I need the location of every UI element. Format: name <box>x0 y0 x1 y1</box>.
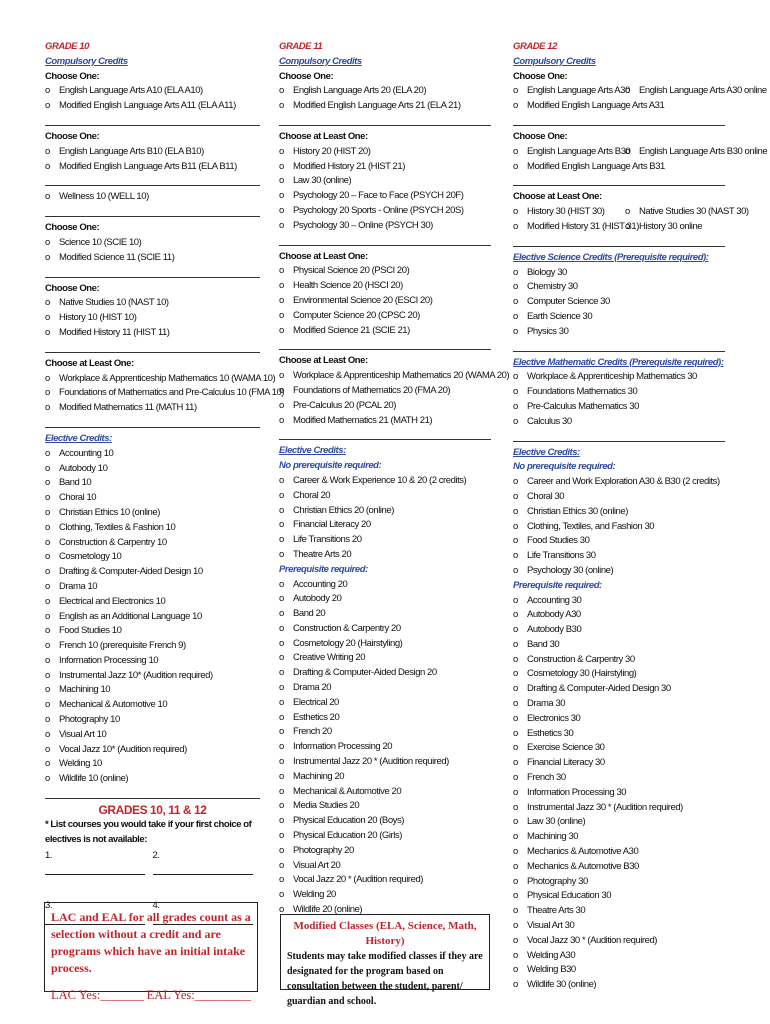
course-item[interactable]: o Cosmetology 30 (Hairstyling) <box>513 667 725 682</box>
course-item[interactable]: o Electronics 30 <box>513 712 725 727</box>
course-item[interactable]: o Earth Science 30 <box>513 310 725 325</box>
no-prerequisite-label: No prerequisite required: <box>279 460 382 472</box>
elective-science-label: Elective Science Credits (Prerequisite required): <box>513 251 709 263</box>
grades-box-title: GRADES 10, 11 & 12 <box>98 803 207 818</box>
course-item[interactable]: o Modified English Language Arts B11 (ELA B11) <box>45 160 260 175</box>
divider <box>45 266 260 278</box>
choose-label: Choose at Least One: <box>513 191 602 203</box>
course-item[interactable]: o Vocal Jazz 10* (Audition required) <box>45 743 260 758</box>
course-item[interactable]: o Welding B30 <box>513 963 725 978</box>
course-item[interactable]: o Choral 30 <box>513 490 725 505</box>
course-item[interactable]: o Christian Ethics 20 (online) <box>279 504 491 519</box>
choose-label: Choose One: <box>513 130 568 142</box>
course-list <box>513 370 725 429</box>
course-item[interactable]: o Pre-Calculus 20 (PCAL 20) <box>279 399 491 414</box>
divider <box>279 114 491 126</box>
divider <box>45 205 260 217</box>
divider <box>45 341 260 353</box>
elective-credits-label: Elective Credits: <box>513 446 580 458</box>
course-item[interactable]: o Esthetics 20 <box>279 711 491 726</box>
course-item[interactable]: o Cosmetology 20 (Hairstyling) <box>279 637 491 652</box>
divider <box>513 340 725 352</box>
line-number: 1. <box>45 850 53 862</box>
line-number: 2. <box>152 850 160 862</box>
course-item[interactable]: o Theatre Arts 20 <box>279 548 491 563</box>
course-list <box>279 84 491 114</box>
grade-11-column <box>279 40 510 918</box>
modified-classes-text: Students may take modified classes if they are designated for the program based on consultation between the student, parent/ guardian and school. <box>287 951 483 1007</box>
course-item[interactable]: o Media Studies 20 <box>279 799 491 814</box>
course-item[interactable]: o Native Studies 30 (NAST 30) <box>625 205 749 220</box>
eal-yes-field[interactable]: EAL Yes:_________ <box>146 988 251 1002</box>
course-item[interactable]: o Welding A30 <box>513 949 725 964</box>
course-item[interactable]: o Foundations of Mathematics and Pre-Calculus 10 (FMA 10) <box>45 386 260 401</box>
course-item[interactable]: o Creative Writing 20 <box>279 651 491 666</box>
choose-label: Choose One: <box>513 70 568 82</box>
course-list <box>45 145 260 175</box>
choose-label: Choose at Least One: <box>279 250 368 262</box>
course-item[interactable]: o Autobody 10 <box>45 462 260 477</box>
course-item[interactable]: o Physical Science 20 (PSCI 20) <box>279 264 491 279</box>
course-item[interactable]: o English Language Arts B10 (ELA B10) <box>45 145 260 160</box>
choose-label: Choose One: <box>279 70 334 82</box>
course-item[interactable]: o Accounting 10 <box>45 447 260 462</box>
divider <box>513 174 725 186</box>
course-item[interactable]: o Photography 20 <box>279 844 491 859</box>
course-item[interactable]: o History 20 (HIST 20) <box>279 145 491 160</box>
course-item[interactable]: o Accounting 20 <box>279 578 491 593</box>
course-list <box>279 145 491 234</box>
course-list <box>45 372 285 416</box>
course-item[interactable]: o Modified Mathematics 21 (MATH 21) <box>279 414 491 429</box>
alternate-note: * List courses you would take if your first choice of electives is not available: <box>45 818 252 845</box>
course-item[interactable]: o Choral 10 <box>45 491 260 506</box>
course-item[interactable]: o Theatre Arts 30 <box>513 904 725 919</box>
course-item[interactable]: o Mechanics & Automotive B30 <box>513 860 725 875</box>
course-item[interactable]: o Information Processing 20 <box>279 740 491 755</box>
course-item[interactable]: o Mechanics & Automotive A30 <box>513 845 725 860</box>
choose-label: Choose One: <box>45 282 100 294</box>
course-item[interactable]: o Esthetics 30 <box>513 727 725 742</box>
course-item[interactable]: o Christian Ethics 30 (online) <box>513 505 725 520</box>
course-item[interactable]: o Physical Education 20 (Girls) <box>279 829 491 844</box>
choose-label: Choose One: <box>45 130 100 142</box>
course-item[interactable]: o Autobody B30 <box>513 623 725 638</box>
divider <box>513 430 725 442</box>
course-item[interactable]: o Chemistry 30 <box>513 280 725 295</box>
course-item[interactable]: o Construction & Carpentry 10 <box>45 536 260 551</box>
course-item[interactable]: o Electrical 20 <box>279 696 491 711</box>
elective-list <box>279 578 491 918</box>
elective-list <box>513 594 725 994</box>
course-item[interactable]: o French 20 <box>279 725 491 740</box>
course-item[interactable]: o Psychology 20 Sports - Online (PSYCH 20S) <box>279 204 491 219</box>
course-item[interactable]: o Wildlife 20 (online) <box>279 903 491 918</box>
divider <box>45 174 260 186</box>
course-item[interactable]: o Vocal Jazz 30 * (Audition required) <box>513 934 725 949</box>
course-item[interactable]: o Photography 10 <box>45 713 260 728</box>
course-item[interactable]: o Band 10 <box>45 476 260 491</box>
course-item[interactable]: o Pre-Calculus Mathematics 30 <box>513 400 725 415</box>
course-item[interactable]: o Modified Science 11 (SCIE 11) <box>45 251 260 266</box>
course-item[interactable]: o Clothing, Textiles, and Fashion 30 <box>513 520 725 535</box>
course-list <box>279 264 491 338</box>
course-item[interactable]: o Modified Science 21 (SCIE 21) <box>279 324 491 339</box>
course-item[interactable]: o Welding 20 <box>279 888 491 903</box>
course-item[interactable]: o Career and Work Exploration A30 & B30 (2 credits) <box>513 475 725 490</box>
course-item[interactable]: o Mechanical & Automotive 10 <box>45 698 260 713</box>
divider <box>45 114 260 126</box>
course-item[interactable]: o Science 10 (SCIE 10) <box>45 236 260 251</box>
course-list <box>45 236 260 266</box>
course-item[interactable]: o Modified Mathematics 11 (MATH 11) <box>45 401 260 416</box>
course-item[interactable]: o Welding 10 <box>45 757 260 772</box>
divider <box>279 428 491 440</box>
course-item[interactable]: o Autobody 20 <box>279 592 491 607</box>
course-item[interactable]: o Autobody A30 <box>513 608 725 623</box>
compulsory-credits-label: Compulsory Credits <box>279 55 362 67</box>
elective-math-label: Elective Mathematic Credits (Prerequisite required): <box>513 356 724 368</box>
course-item[interactable]: o Health Science 20 (HSCI 20) <box>279 279 491 294</box>
choose-label: Choose at Least One: <box>45 357 134 369</box>
course-item[interactable]: o Foundations of Mathematics 20 (FMA 20) <box>279 384 491 399</box>
choose-label: Choose One: <box>45 222 100 234</box>
course-list <box>45 296 260 340</box>
course-item[interactable]: o Drafting & Computer-Aided Design 10 <box>45 565 260 580</box>
course-item[interactable]: o Construction & Carpentry 30 <box>513 653 725 668</box>
course-item[interactable]: o Biology 30 <box>513 266 725 281</box>
elective-credits-label: Elective Credits: <box>279 445 346 457</box>
prerequisite-label: Prerequisite required: <box>279 563 368 575</box>
course-item[interactable]: o History 30 online <box>625 220 702 235</box>
course-item[interactable]: o Financial Literacy 20 <box>279 518 491 533</box>
prerequisite-label: Prerequisite required: <box>513 579 602 591</box>
course-item[interactable]: o Choral 20 <box>279 489 491 504</box>
course-item[interactable]: o English as an Additional Language 10 <box>45 610 260 625</box>
course-item[interactable]: o Modified English Language Arts A11 (ELA A11) <box>45 99 260 114</box>
modified-classes-box <box>280 914 490 1007</box>
course-item[interactable]: o Wildlife 10 (online) <box>45 772 260 787</box>
divider <box>45 416 260 428</box>
choose-label: Choose One: <box>45 70 100 82</box>
course-item[interactable]: o Modified English Language Arts A31 <box>513 99 725 114</box>
course-item[interactable]: o Information Processing 30 <box>513 786 725 801</box>
course-item[interactable]: o Physical Education 30 <box>513 889 725 904</box>
grade-12-title: GRADE 12 <box>513 41 557 52</box>
course-item[interactable]: o Visual Art 10 <box>45 728 260 743</box>
course-item[interactable]: o Electrical and Electronics 10 <box>45 595 260 610</box>
course-item[interactable]: o Accounting 30 <box>513 594 725 609</box>
course-item[interactable]: o Instrumental Jazz 20 * (Audition required) <box>279 755 491 770</box>
course-item[interactable]: o French 30 <box>513 771 725 786</box>
course-item[interactable]: o Drafting & Computer-Aided Design 30 <box>513 682 725 697</box>
course-item[interactable]: o Career & Work Experience 10 & 20 (2 credits) <box>279 474 491 489</box>
course-list <box>513 266 725 340</box>
course-item[interactable]: o Instrumental Jazz 30 * (Audition required) <box>513 801 725 816</box>
course-item[interactable]: o Construction & Carpentry 20 <box>279 622 491 637</box>
course-item[interactable]: o Drama 10 <box>45 580 260 595</box>
choose-label: Choose at Least One: <box>279 355 368 367</box>
course-item[interactable]: o Vocal Jazz 20 * (Audition required) <box>279 873 491 888</box>
alternate-choice-1-field[interactable] <box>45 864 145 875</box>
course-item[interactable]: o Computer Science 30 <box>513 295 725 310</box>
course-item[interactable]: o Modified English Language Arts B31 <box>513 160 725 175</box>
line-number: 4. <box>152 900 160 912</box>
course-item[interactable]: o Modified History 21 (HIST 21) <box>279 160 491 175</box>
grade-11-title: GRADE 11 <box>279 41 323 52</box>
divider <box>513 235 725 247</box>
course-item[interactable]: o Environmental Science 20 (ESCI 20) <box>279 294 491 309</box>
course-item[interactable]: o English Language Arts B30 <box>513 145 625 160</box>
course-item[interactable]: o Clothing, Textiles & Fashion 10 <box>45 521 260 536</box>
course-item[interactable]: o English Language Arts A10 (ELA A10) <box>45 84 260 99</box>
course-item[interactable]: o Modified History 11 (HIST 11) <box>45 326 260 341</box>
elective-credits-label: Elective Credits: <box>45 432 112 444</box>
modified-classes-title: Modified Classes (ELA, Science, Math, History) <box>293 920 477 947</box>
course-item[interactable]: o Psychology 20 – Face to Face (PSYCH 20F) <box>279 189 491 204</box>
course-item[interactable]: o Physics 30 <box>513 325 725 340</box>
course-item[interactable]: o English Language Arts 20 (ELA 20) <box>279 84 491 99</box>
elective-list <box>279 474 491 563</box>
course-item[interactable]: o Cosmetology 10 <box>45 550 260 565</box>
course-item[interactable]: o Wellness 10 (WELL 10) <box>45 190 260 205</box>
course-item[interactable]: o Workplace & Apprenticeship Mathematics 20 (WAMA 20) <box>279 369 491 384</box>
course-item[interactable]: o Food Studies 30 <box>513 534 725 549</box>
course-item[interactable]: o Mechanical & Automotive 20 <box>279 785 491 800</box>
course-item[interactable]: o English Language Arts A30 <box>513 84 625 99</box>
course-item[interactable]: o Modified English Language Arts 21 (ELA 21) <box>279 99 491 114</box>
lac-yes-field[interactable]: LAC Yes:_______ <box>51 988 145 1002</box>
course-item[interactable]: o Drama 30 <box>513 697 725 712</box>
course-item[interactable]: o Life Transitions 30 <box>513 549 725 564</box>
course-item[interactable]: o Machining 10 <box>45 683 260 698</box>
course-item[interactable]: o Psychology 30 – Online (PSYCH 30) <box>279 219 491 234</box>
alternate-lines-row-1 <box>45 849 260 881</box>
compulsory-credits-label: Compulsory Credits <box>513 55 596 67</box>
course-item[interactable]: o Visual Art 20 <box>279 859 491 874</box>
course-list <box>45 190 260 205</box>
course-item[interactable]: o French 10 (prerequisite French 9) <box>45 639 260 654</box>
grade-12-column <box>513 40 768 993</box>
grade-10-column <box>45 40 285 931</box>
course-item[interactable]: o Visual Art 30 <box>513 919 725 934</box>
no-prerequisite-label: No prerequisite required: <box>513 461 616 473</box>
course-item[interactable]: o Law 30 (online) <box>279 174 491 189</box>
course-item[interactable]: o Psychology 30 (online) <box>513 564 725 579</box>
course-item[interactable]: o Life Transitions 20 <box>279 533 491 548</box>
course-item[interactable]: o Machining 30 <box>513 830 725 845</box>
course-item[interactable]: o Workplace & Apprenticeship Mathematics 10 (WAMA 10) <box>45 372 260 387</box>
course-item[interactable]: o History 10 (HIST 10) <box>45 311 260 326</box>
course-item[interactable]: o Calculus 30 <box>513 415 725 430</box>
elective-list <box>45 447 260 787</box>
course-item[interactable]: o Machining 20 <box>279 770 491 785</box>
alternate-choice-2-field[interactable] <box>153 864 253 875</box>
course-item[interactable]: o Law 30 (online) <box>513 815 725 830</box>
grade-10-title: GRADE 10 <box>45 41 89 52</box>
course-list <box>45 84 260 114</box>
divider <box>279 234 491 246</box>
divider <box>513 114 725 126</box>
course-item[interactable]: o Band 30 <box>513 638 725 653</box>
choose-label: Choose at Least One: <box>279 130 368 142</box>
divider <box>279 338 491 350</box>
course-item[interactable]: o Food Studies 10 <box>45 624 260 639</box>
elective-list <box>513 475 725 579</box>
divider <box>45 787 260 799</box>
course-item[interactable]: o Instrumental Jazz 10* (Audition required) <box>45 669 260 684</box>
course-item[interactable]: o English Language Arts B30 online <box>625 145 767 160</box>
course-item[interactable]: o Exercise Science 30 <box>513 741 725 756</box>
lac-eal-text: LAC and EAL for all grades count as a selection without a credit and are programs which have an initial intake process. <box>51 910 251 975</box>
course-item[interactable]: o Christian Ethics 10 (online) <box>45 506 260 521</box>
course-item[interactable]: o Computer Science 20 (CPSC 20) <box>279 309 491 324</box>
compulsory-credits-label: Compulsory Credits <box>45 55 128 67</box>
course-item[interactable]: o Native Studies 10 (NAST 10) <box>45 296 260 311</box>
course-item[interactable]: o Wildlife 30 (online) <box>513 978 725 993</box>
course-item[interactable]: o Band 20 <box>279 607 491 622</box>
course-item[interactable]: o Modified History 31 (HIST 31) <box>513 220 625 235</box>
course-item[interactable]: o English Language Arts A30 online <box>625 84 767 99</box>
course-item[interactable]: o Financial Literacy 30 <box>513 756 725 771</box>
course-item[interactable]: o Photography 30 <box>513 875 725 890</box>
course-item[interactable]: o History 30 (HIST 30) <box>513 205 625 220</box>
line-number: 3. <box>45 900 53 912</box>
course-item[interactable]: o Physical Education 20 (Boys) <box>279 814 491 829</box>
course-item[interactable]: o Information Processing 10 <box>45 654 260 669</box>
course-item[interactable]: o Drafting & Computer-Aided Design 20 <box>279 666 491 681</box>
course-list <box>279 369 510 428</box>
lac-eal-box <box>44 902 258 1002</box>
course-item[interactable]: o Foundations Mathematics 30 <box>513 385 725 400</box>
course-item[interactable]: o Workplace & Apprenticeship Mathematics 30 <box>513 370 725 385</box>
course-item[interactable]: o Drama 20 <box>279 681 491 696</box>
